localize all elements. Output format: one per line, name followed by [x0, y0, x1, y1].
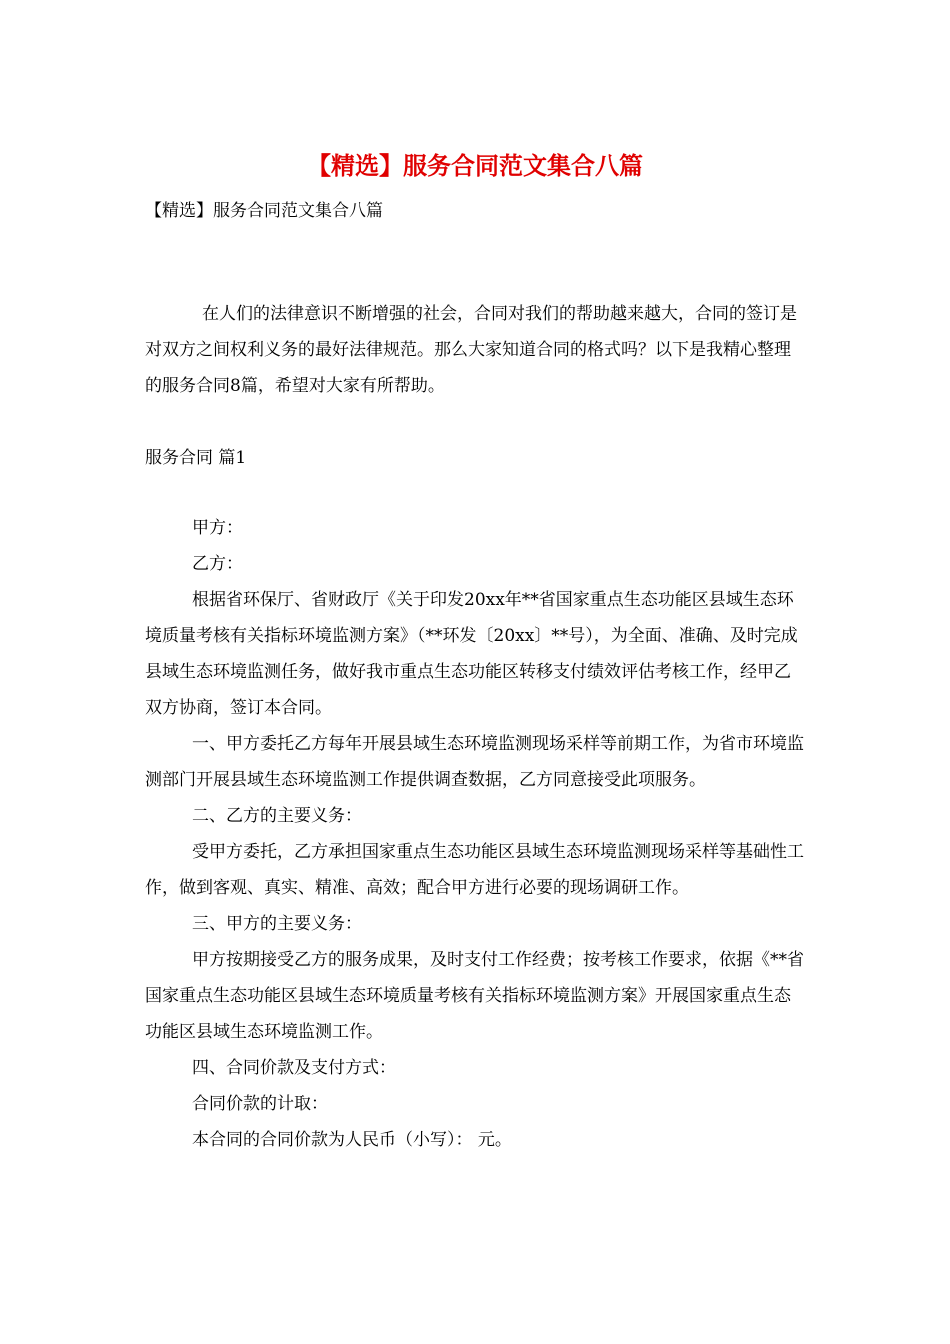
paragraph-party-a: 甲方：: [192, 518, 243, 538]
paragraph-price-calc: 合同价款的计取：: [192, 1094, 328, 1114]
paragraph-basis: 根据省环保厅、省财政厅《关于印发20xx年**省国家重点生态功能区县域生态环境质量考核有关指标环境监测方案》（**环发〔20xx〕**号），为全面、准确、及时完成县域生态环境监测任务，做好我市重点生态功能区转移支付绩效评估考核工作，经甲乙双方协商，签订本合同。: [145, 590, 798, 718]
paragraph-clause-2-heading: 二、乙方的主要义务：: [192, 806, 362, 826]
paragraph-clause-4-heading: 四、合同价款及支付方式：: [192, 1058, 396, 1078]
paragraph-clause-3-heading: 三、甲方的主要义务：: [192, 914, 362, 934]
paragraph-clause-2-body: 受甲方委托，乙方承担国家重点生态功能区县域生态环境监测现场采样等基础性工作，做到客观、真实、精准、高效；配合甲方进行必要的现场调研工作。: [145, 842, 804, 898]
document-title: 【精选】服务合同范文集合八篇: [307, 152, 643, 180]
document-subtitle: 【精选】服务合同范文集合八篇: [145, 201, 383, 221]
paragraph-party-b: 乙方：: [192, 554, 243, 574]
section-heading: 服务合同 篇1: [145, 448, 247, 468]
contract-body: [145, 510, 805, 1158]
paragraph-price-amount: 本合同的合同价款为人民币（小写）： 元。: [192, 1130, 512, 1150]
paragraph-clause-1: 一、甲方委托乙方每年开展县域生态环境监测现场采样等前期工作，为省市环境监测部门开展县域生态环境监测工作提供调查数据，乙方同意接受此项服务。: [145, 734, 804, 790]
intro-paragraph: 在人们的法律意识不断增强的社会，合同对我们的帮助越来越大，合同的签订是对双方之间权利义务的最好法律规范。那么大家知道合同的格式吗？以下是我精心整理的服务合同8篇，希望对大家有所帮助。: [145, 304, 797, 396]
paragraph-clause-3-body: 甲方按期接受乙方的服务成果，及时支付工作经费；按考核工作要求，依据《**省国家重点生态功能区县域生态环境质量考核有关指标环境监测方案》开展国家重点生态功能区县域生态环境监测工作。: [145, 950, 804, 1042]
